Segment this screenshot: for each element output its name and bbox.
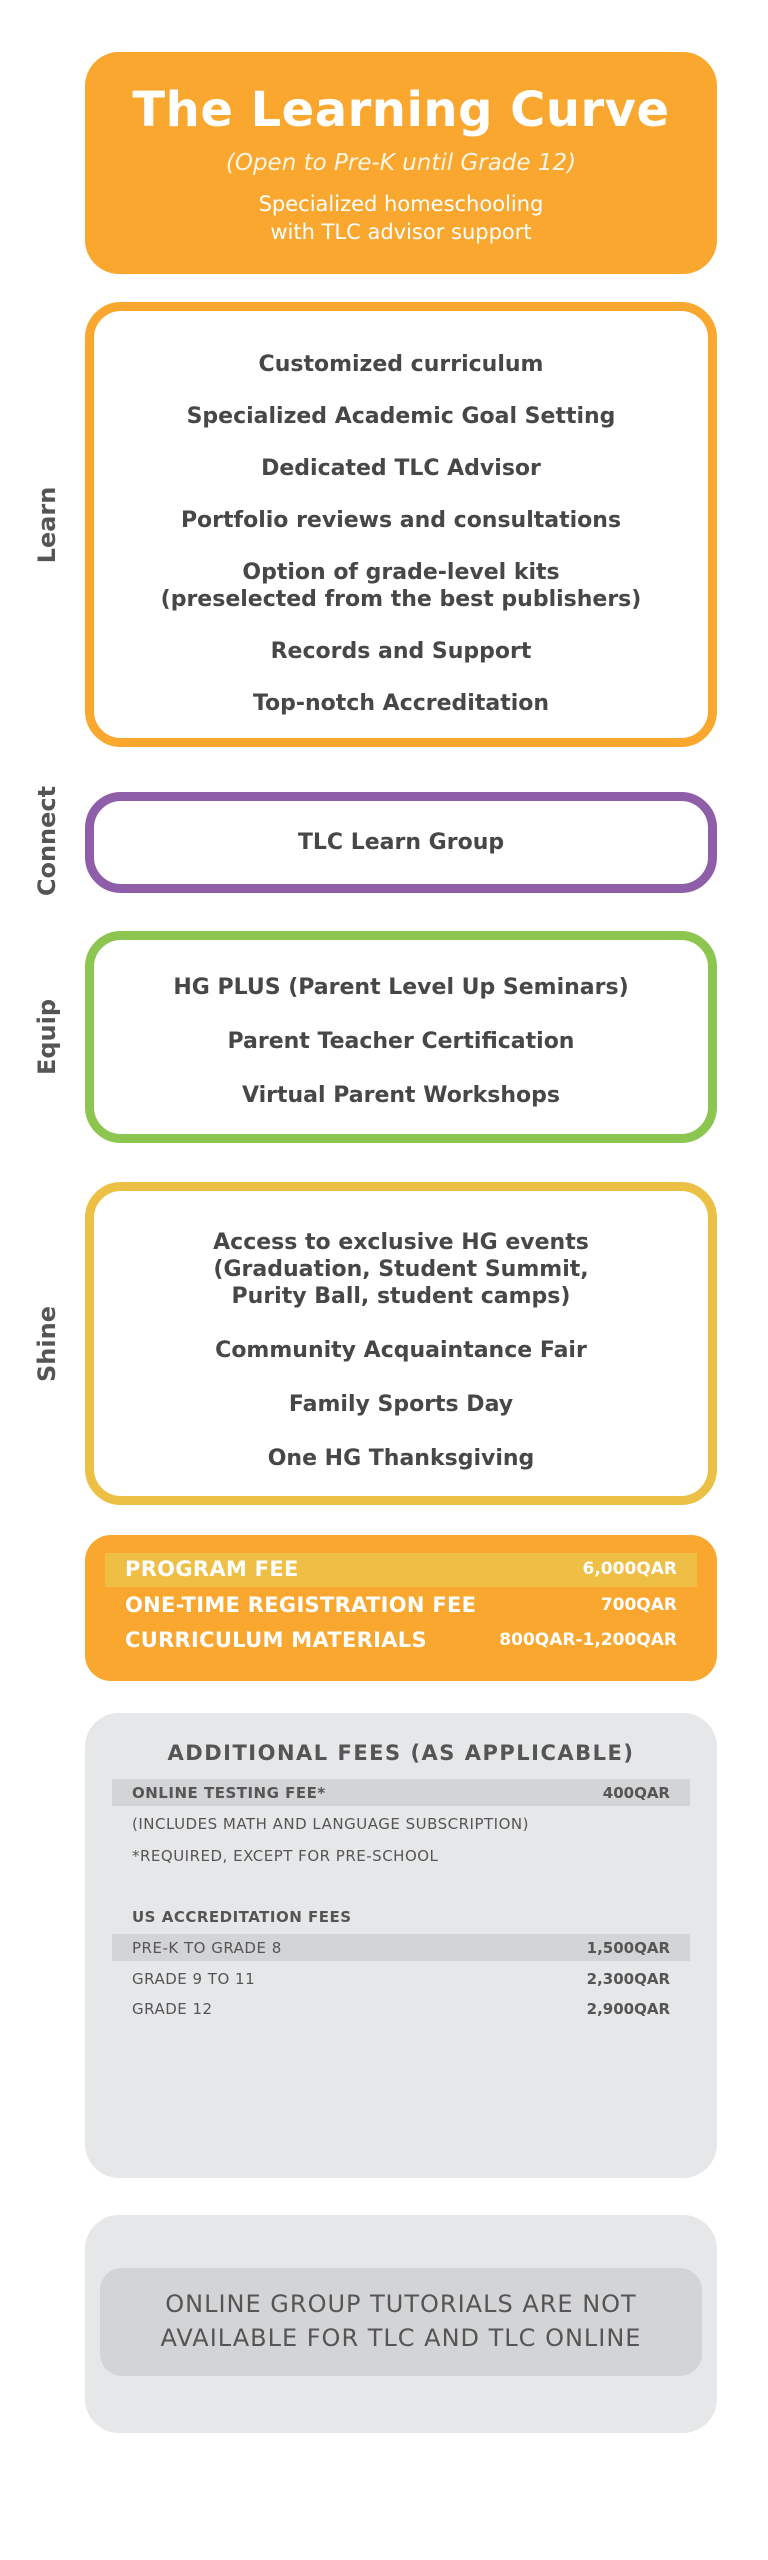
section-equip (85, 931, 717, 1143)
fee-row (105, 1624, 697, 1658)
fee-label: PROGRAM FEE (125, 1557, 299, 1581)
program-title: The Learning Curve (132, 82, 670, 138)
fee-label: ONE-TIME REGISTRATION FEE (125, 1593, 477, 1617)
fee-value: 800QAR-1,200QAR (499, 1630, 677, 1650)
equip-item: Virtual Parent Workshops (241, 1083, 561, 1108)
tutorials-note-panel (85, 2215, 717, 2433)
learn-item: Specialized Academic Goal Setting (186, 404, 616, 429)
fee-row (105, 1589, 697, 1623)
connect-item: TLC Learn Group (297, 830, 505, 855)
section-shine (85, 1182, 717, 1505)
learn-item: Customized curriculum (258, 352, 544, 377)
description-line: Specialized homeschooling (258, 192, 544, 216)
accreditation-label: GRADE 12 (132, 2000, 213, 2018)
learn-item: (preselected from the best publishers) (160, 587, 642, 612)
accreditation-value: 2,900QAR (586, 2000, 670, 2018)
accreditation-value: 1,500QAR (586, 1939, 670, 1957)
accreditation-title: US ACCREDITATION FEES (132, 1908, 352, 1926)
equip-item: HG PLUS (Parent Level Up Seminars) (173, 975, 629, 1000)
learn-item: Records and Support (270, 639, 532, 664)
additional-fees-title: ADDITIONAL FEES (AS APPLICABLE) (167, 1741, 635, 1765)
fee-value: 6,000QAR (582, 1559, 677, 1579)
tutorials-note (100, 2268, 702, 2376)
section-label-equip: Equip (33, 998, 61, 1076)
section-learn (85, 302, 717, 747)
testing-fee-value: 400QAR (602, 1784, 670, 1802)
shine-item: Family Sports Day (288, 1392, 514, 1417)
testing-fee-label: ONLINE TESTING FEE* (132, 1784, 326, 1802)
learn-item: Top-notch Accreditation (252, 691, 550, 716)
section-connect (85, 792, 717, 893)
shine-item: Community Acquaintance Fair (215, 1338, 587, 1363)
program-header (85, 52, 717, 274)
fee-label: CURRICULUM MATERIALS (125, 1628, 427, 1652)
shine-item: Purity Ball, student camps) (231, 1284, 571, 1309)
note-line: ONLINE GROUP TUTORIALS ARE NOT (165, 2290, 637, 2318)
learn-item: Portfolio reviews and consultations (180, 508, 622, 533)
learn-item: Option of grade-level kits (242, 560, 560, 585)
accreditation-row (112, 1965, 690, 1992)
equip-item: Parent Teacher Certification (227, 1029, 575, 1054)
section-label-connect: Connect (33, 785, 61, 897)
learn-item: Dedicated TLC Advisor (261, 456, 541, 481)
program-fees (85, 1535, 717, 1681)
accreditation-row (112, 1995, 690, 2022)
accreditation-label: PRE-K TO GRADE 8 (132, 1939, 282, 1957)
testing-fee-row (112, 1779, 690, 1806)
testing-note (112, 1842, 690, 1869)
note-line: AVAILABLE FOR TLC AND TLC ONLINE (160, 2324, 642, 2352)
testing-note-text: *REQUIRED, EXCEPT FOR PRE-SCHOOL (132, 1847, 439, 1865)
additional-fees (85, 1713, 717, 2178)
program-description (85, 190, 717, 246)
fee-row (105, 1553, 697, 1587)
description-line: with TLC advisor support (270, 220, 532, 244)
shine-item: One HG Thanksgiving (267, 1446, 535, 1471)
shine-item: (Graduation, Student Summit, (213, 1257, 589, 1282)
shine-item: Access to exclusive HG events (213, 1230, 589, 1255)
accreditation-value: 2,300QAR (586, 1970, 670, 1988)
accreditation-title-row (112, 1903, 690, 1930)
section-label-shine: Shine (33, 1306, 61, 1382)
accreditation-label: GRADE 9 TO 11 (132, 1970, 256, 1988)
section-label-learn: Learn (33, 486, 61, 564)
program-subtitle: (Open to Pre-K until Grade 12) (225, 150, 577, 176)
testing-note-text: (INCLUDES MATH AND LANGUAGE SUBSCRIPTION) (132, 1815, 529, 1833)
fee-value: 700QAR (600, 1595, 677, 1615)
accreditation-row (112, 1934, 690, 1961)
testing-note (112, 1810, 690, 1837)
